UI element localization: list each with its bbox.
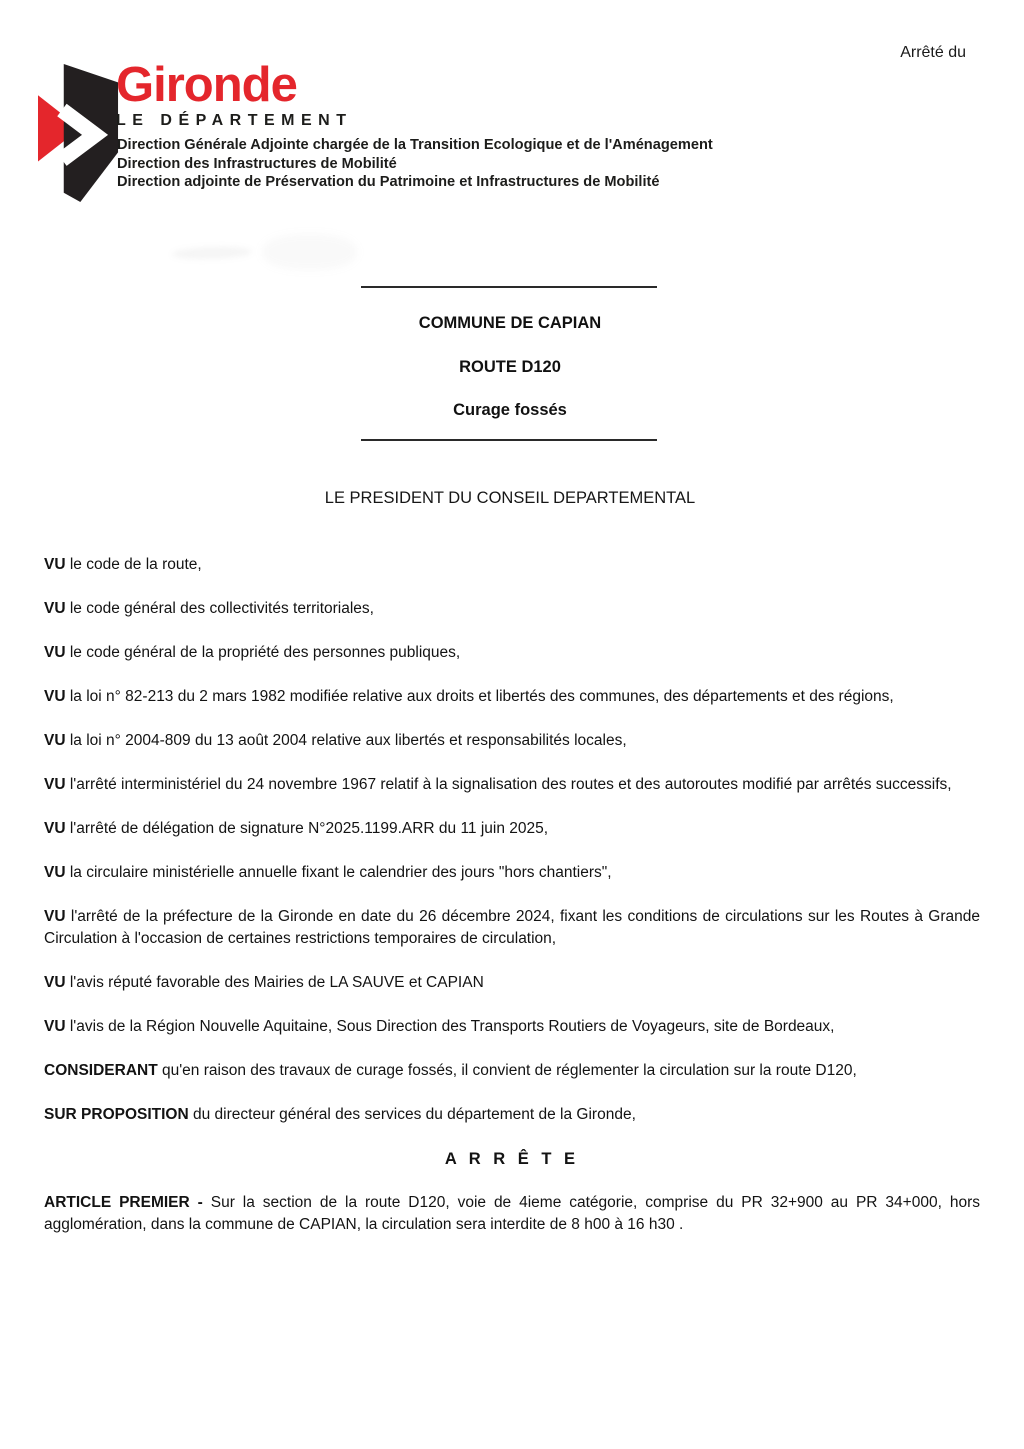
department-direction-lines [117, 136, 713, 192]
logo-brand-text: Gironde [116, 58, 297, 112]
vu-prefix: VU [44, 974, 66, 991]
sur-proposition-paragraph [44, 1104, 980, 1126]
article-premier-prefix: ARTICLE PREMIER - [44, 1194, 203, 1211]
sur-proposition-text: du directeur général des services du département de la Gironde, [193, 1106, 636, 1123]
vu-paragraph [44, 1016, 980, 1038]
vu-paragraph [44, 598, 980, 620]
arrete-heading: A R R Ê T E [444, 1150, 580, 1168]
vu-paragraph [44, 642, 980, 664]
considerant-paragraph [44, 1060, 980, 1082]
vu-paragraph [44, 906, 980, 950]
vu-paragraph [44, 862, 980, 884]
document-body [44, 554, 980, 1258]
direction-line-1: Direction Générale Adjointe chargée de la Transition Ecologique et de l'Aménagement [117, 137, 713, 153]
article-premier-paragraph [44, 1192, 980, 1236]
vu-text: l'arrêté de délégation de signature N°2025.1199.ARR du 11 juin 2025, [69, 820, 549, 837]
vu-text: l'avis de la Région Nouvelle Aquitaine, Sous Direction des Transports Routiers de Voyageurs, site de Bordeaux, [69, 1018, 835, 1035]
vu-prefix: VU [44, 908, 66, 925]
vu-prefix: VU [44, 820, 66, 837]
vu-paragraph [44, 730, 980, 752]
erased-mark-smudge [262, 234, 357, 270]
logo-wordmark [116, 60, 352, 130]
vu-prefix: VU [44, 864, 66, 881]
vu-prefix: VU [44, 644, 66, 661]
vu-prefix: VU [44, 776, 66, 793]
vu-text: le code de la route, [69, 556, 202, 573]
president-heading: LE PRESIDENT DU CONSEIL DEPARTEMENTAL [324, 489, 696, 507]
vu-text: la loi n° 2004-809 du 13 août 2004 relative aux libertés et responsabilités locales, [69, 732, 627, 749]
considerant-text: qu'en raison des travaux de curage fossés, il convient de réglementer la circulation sur la route D120, [161, 1062, 857, 1079]
vu-prefix: VU [44, 1018, 66, 1035]
direction-line-2: Direction des Infrastructures de Mobilité [117, 155, 397, 172]
article-premier-text: Sur la section de la route D120, voie de 4ieme catégorie, comprise du PR 32+900 au PR 34+000, hors agglomération, dans la commune de CAPIAN, la circulation sera interdite de 8 h00 à 16 h30 . [44, 1194, 980, 1233]
vu-text: la circulaire ministérielle annuelle fixant le calendrier des jours "hors chantiers", [69, 864, 612, 881]
vu-text: le code général de la propriété des personnes publiques, [69, 644, 461, 661]
erased-mark-smudge [172, 246, 252, 261]
vu-text: le code général des collectivités territoriales, [69, 600, 374, 617]
vu-prefix: VU [44, 556, 66, 573]
title-route: ROUTE D120 [459, 358, 561, 376]
title-objet: Curage fossés [453, 401, 567, 419]
vu-text: l'arrêté interministériel du 24 novembre 1967 relatif à la signalisation des routes et des autoroutes modifié par arrêtés successifs, [69, 776, 952, 793]
vu-prefix: VU [44, 688, 66, 705]
vu-paragraph [44, 774, 980, 796]
title-commune: COMMUNE DE CAPIAN [418, 314, 602, 332]
arrete-du-label: Arrêté du [900, 44, 966, 61]
logo-tagline-text: LE DÉPARTEMENT [116, 112, 353, 129]
vu-paragraph [44, 686, 980, 708]
sur-proposition-prefix: SUR PROPOSITION [44, 1106, 189, 1123]
vu-text: la loi n° 82-213 du 2 mars 1982 modifiée relative aux droits et libertés des communes, des départements et des régions, [69, 688, 894, 705]
considerant-prefix: CONSIDERANT [44, 1062, 158, 1079]
vu-text: l'avis réputé favorable des Mairies de LA SAUVE et CAPIAN [69, 974, 484, 991]
title-divider-top [361, 286, 657, 288]
vu-paragraph [44, 972, 980, 994]
vu-paragraph [44, 818, 980, 840]
vu-text: l'arrêté de la préfecture de la Gironde en date du 26 décembre 2024, fixant les conditions de circulations sur les Routes à Grande Circulation à l'occasion de certaines restrictions temporaires de circulation, [44, 908, 981, 947]
vu-paragraph [44, 554, 980, 576]
vu-prefix: VU [44, 600, 66, 617]
vu-prefix: VU [44, 732, 66, 749]
title-divider-bottom [361, 439, 657, 441]
direction-line-3: Direction adjointe de Préservation du Patrimoine et Infrastructures de Mobilité [117, 174, 660, 190]
